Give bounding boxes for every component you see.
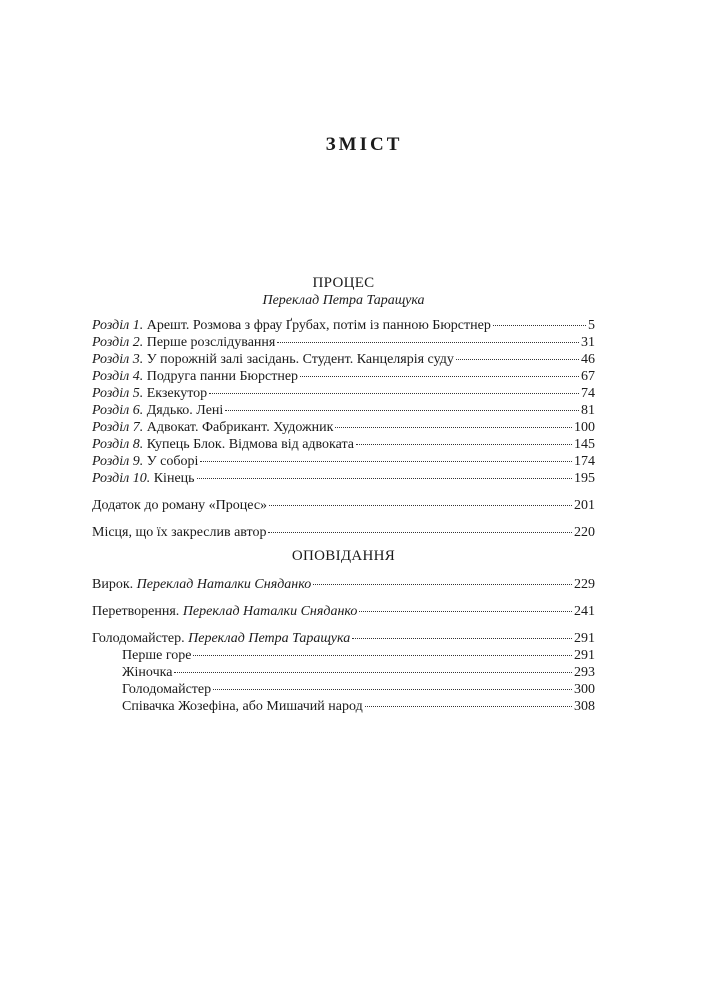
chapter-prefix: Розділ 7. <box>92 420 144 435</box>
dot-leader <box>209 389 579 394</box>
dot-leader <box>365 702 572 707</box>
toc-subentry-1[interactable] <box>92 647 595 664</box>
page-number: 46 <box>581 352 595 367</box>
dot-leader <box>356 440 572 445</box>
chapter-prefix: Розділ 4. <box>92 369 144 384</box>
chapter-prefix: Розділ 10. <box>92 471 151 486</box>
chapter-prefix: Розділ 9. <box>92 454 144 469</box>
dot-leader <box>300 372 579 377</box>
dot-leader <box>277 338 579 343</box>
toc-subentry-3[interactable] <box>92 681 595 698</box>
dot-leader <box>174 668 572 673</box>
entry-title: Жіночка <box>122 665 173 680</box>
stories-section <box>92 548 595 715</box>
page-number: 291 <box>574 631 595 646</box>
toc-entry-chapter-6[interactable] <box>92 402 595 419</box>
page-title: ЗМІСТ <box>325 134 403 155</box>
toc-entry-deleted-passages[interactable] <box>92 524 595 541</box>
entry-title: Додаток до роману «Процес» <box>92 498 268 513</box>
entry-title: Співачка Жозефіна, або Мишачий народ <box>122 699 363 714</box>
dot-leader <box>268 528 572 533</box>
toc-entry-chapter-7[interactable] <box>92 419 595 436</box>
entry-title: Перше горе <box>122 648 192 663</box>
toc-entry-story-1[interactable] <box>92 576 595 593</box>
chapter-title: Перше розслідування <box>143 335 276 350</box>
page-number: 145 <box>574 437 595 452</box>
toc-entry-appendix[interactable] <box>92 497 595 514</box>
toc-entry-chapter-4[interactable] <box>92 368 595 385</box>
page-number: 293 <box>574 665 595 680</box>
page-number: 201 <box>574 498 595 513</box>
toc-entry-chapter-5[interactable] <box>92 385 595 402</box>
chapter-title: Екзекутор <box>143 386 208 401</box>
page-number: 241 <box>574 604 595 619</box>
dot-leader <box>313 580 572 585</box>
proces-translator: Переклад Петра Таращука <box>262 293 425 308</box>
page-number: 300 <box>574 682 595 697</box>
dot-leader <box>225 406 579 411</box>
chapter-prefix: Розділ 3. <box>92 352 144 367</box>
toc-subentry-2[interactable] <box>92 664 595 681</box>
chapter-prefix: Розділ 6. <box>92 403 144 418</box>
toc-entry-chapter-9[interactable] <box>92 453 595 470</box>
toc-entry-chapter-2[interactable] <box>92 334 595 351</box>
toc-entry-story-3[interactable] <box>92 630 595 647</box>
dot-leader <box>456 355 579 360</box>
story-title: Вирок. <box>92 577 137 592</box>
page-number: 220 <box>574 525 595 540</box>
chapter-prefix: Розділ 2. <box>92 335 144 350</box>
dot-leader <box>200 457 572 462</box>
page-number: 81 <box>581 403 595 418</box>
dot-leader <box>359 607 572 612</box>
page-number: 67 <box>581 369 595 384</box>
story-title: Перетворення. <box>92 604 183 619</box>
page-number: 291 <box>574 648 595 663</box>
stories-heading: ОПОВІДАННЯ <box>291 548 396 564</box>
chapter-prefix: Розділ 5. <box>92 386 144 401</box>
toc-subentry-4[interactable] <box>92 698 595 715</box>
toc-entry-chapter-1[interactable] <box>92 317 595 334</box>
toc-entry-chapter-8[interactable] <box>92 436 595 453</box>
page-number: 195 <box>574 471 595 486</box>
toc-entry-story-2[interactable] <box>92 603 595 620</box>
chapter-prefix: Розділ 1. <box>92 318 144 333</box>
entry-title: Голодомайстер <box>122 682 212 697</box>
chapter-title: У соборі <box>143 454 199 469</box>
dot-leader <box>269 501 572 506</box>
page-number: 100 <box>574 420 595 435</box>
page-number: 31 <box>581 335 595 350</box>
story-title: Голодомайстер. <box>92 631 189 646</box>
chapter-title: Дядько. Лені <box>143 403 224 418</box>
chapter-title: У порожній залі засідань. Студент. Канцелярія суду <box>143 352 454 367</box>
page-number: 5 <box>588 318 595 333</box>
dot-leader <box>193 651 572 656</box>
proces-heading: ПРОЦЕС <box>312 275 375 291</box>
story-translator: Переклад Наталки Сняданко <box>182 604 358 619</box>
dot-leader <box>197 474 572 479</box>
chapter-title: Арешт. Розмова з фрау Ґрубах, потім із панною Бюрстнер <box>143 318 491 333</box>
chapter-prefix: Розділ 8. <box>92 437 144 452</box>
story-translator: Переклад Наталки Сняданко <box>136 577 312 592</box>
page-number: 174 <box>574 454 595 469</box>
dot-leader <box>352 634 572 639</box>
dot-leader <box>335 423 572 428</box>
page-number: 229 <box>574 577 595 592</box>
chapter-title: Адвокат. Фабрикант. Художник <box>143 420 334 435</box>
entry-title: Місця, що їх закреслив автор <box>92 525 267 540</box>
dot-leader <box>493 321 586 326</box>
chapter-title: Подруга панни Бюрстнер <box>143 369 299 384</box>
page-number: 308 <box>574 699 595 714</box>
story-translator: Переклад Петра Таращука <box>188 631 351 646</box>
chapter-title: Кінець <box>150 471 195 486</box>
toc-entry-chapter-3[interactable] <box>92 351 595 368</box>
proces-section <box>92 275 595 541</box>
toc-entry-chapter-10[interactable] <box>92 470 595 487</box>
dot-leader <box>213 685 572 690</box>
chapter-title: Купець Блок. Відмова від адвоката <box>143 437 354 452</box>
page-number: 74 <box>581 386 595 401</box>
